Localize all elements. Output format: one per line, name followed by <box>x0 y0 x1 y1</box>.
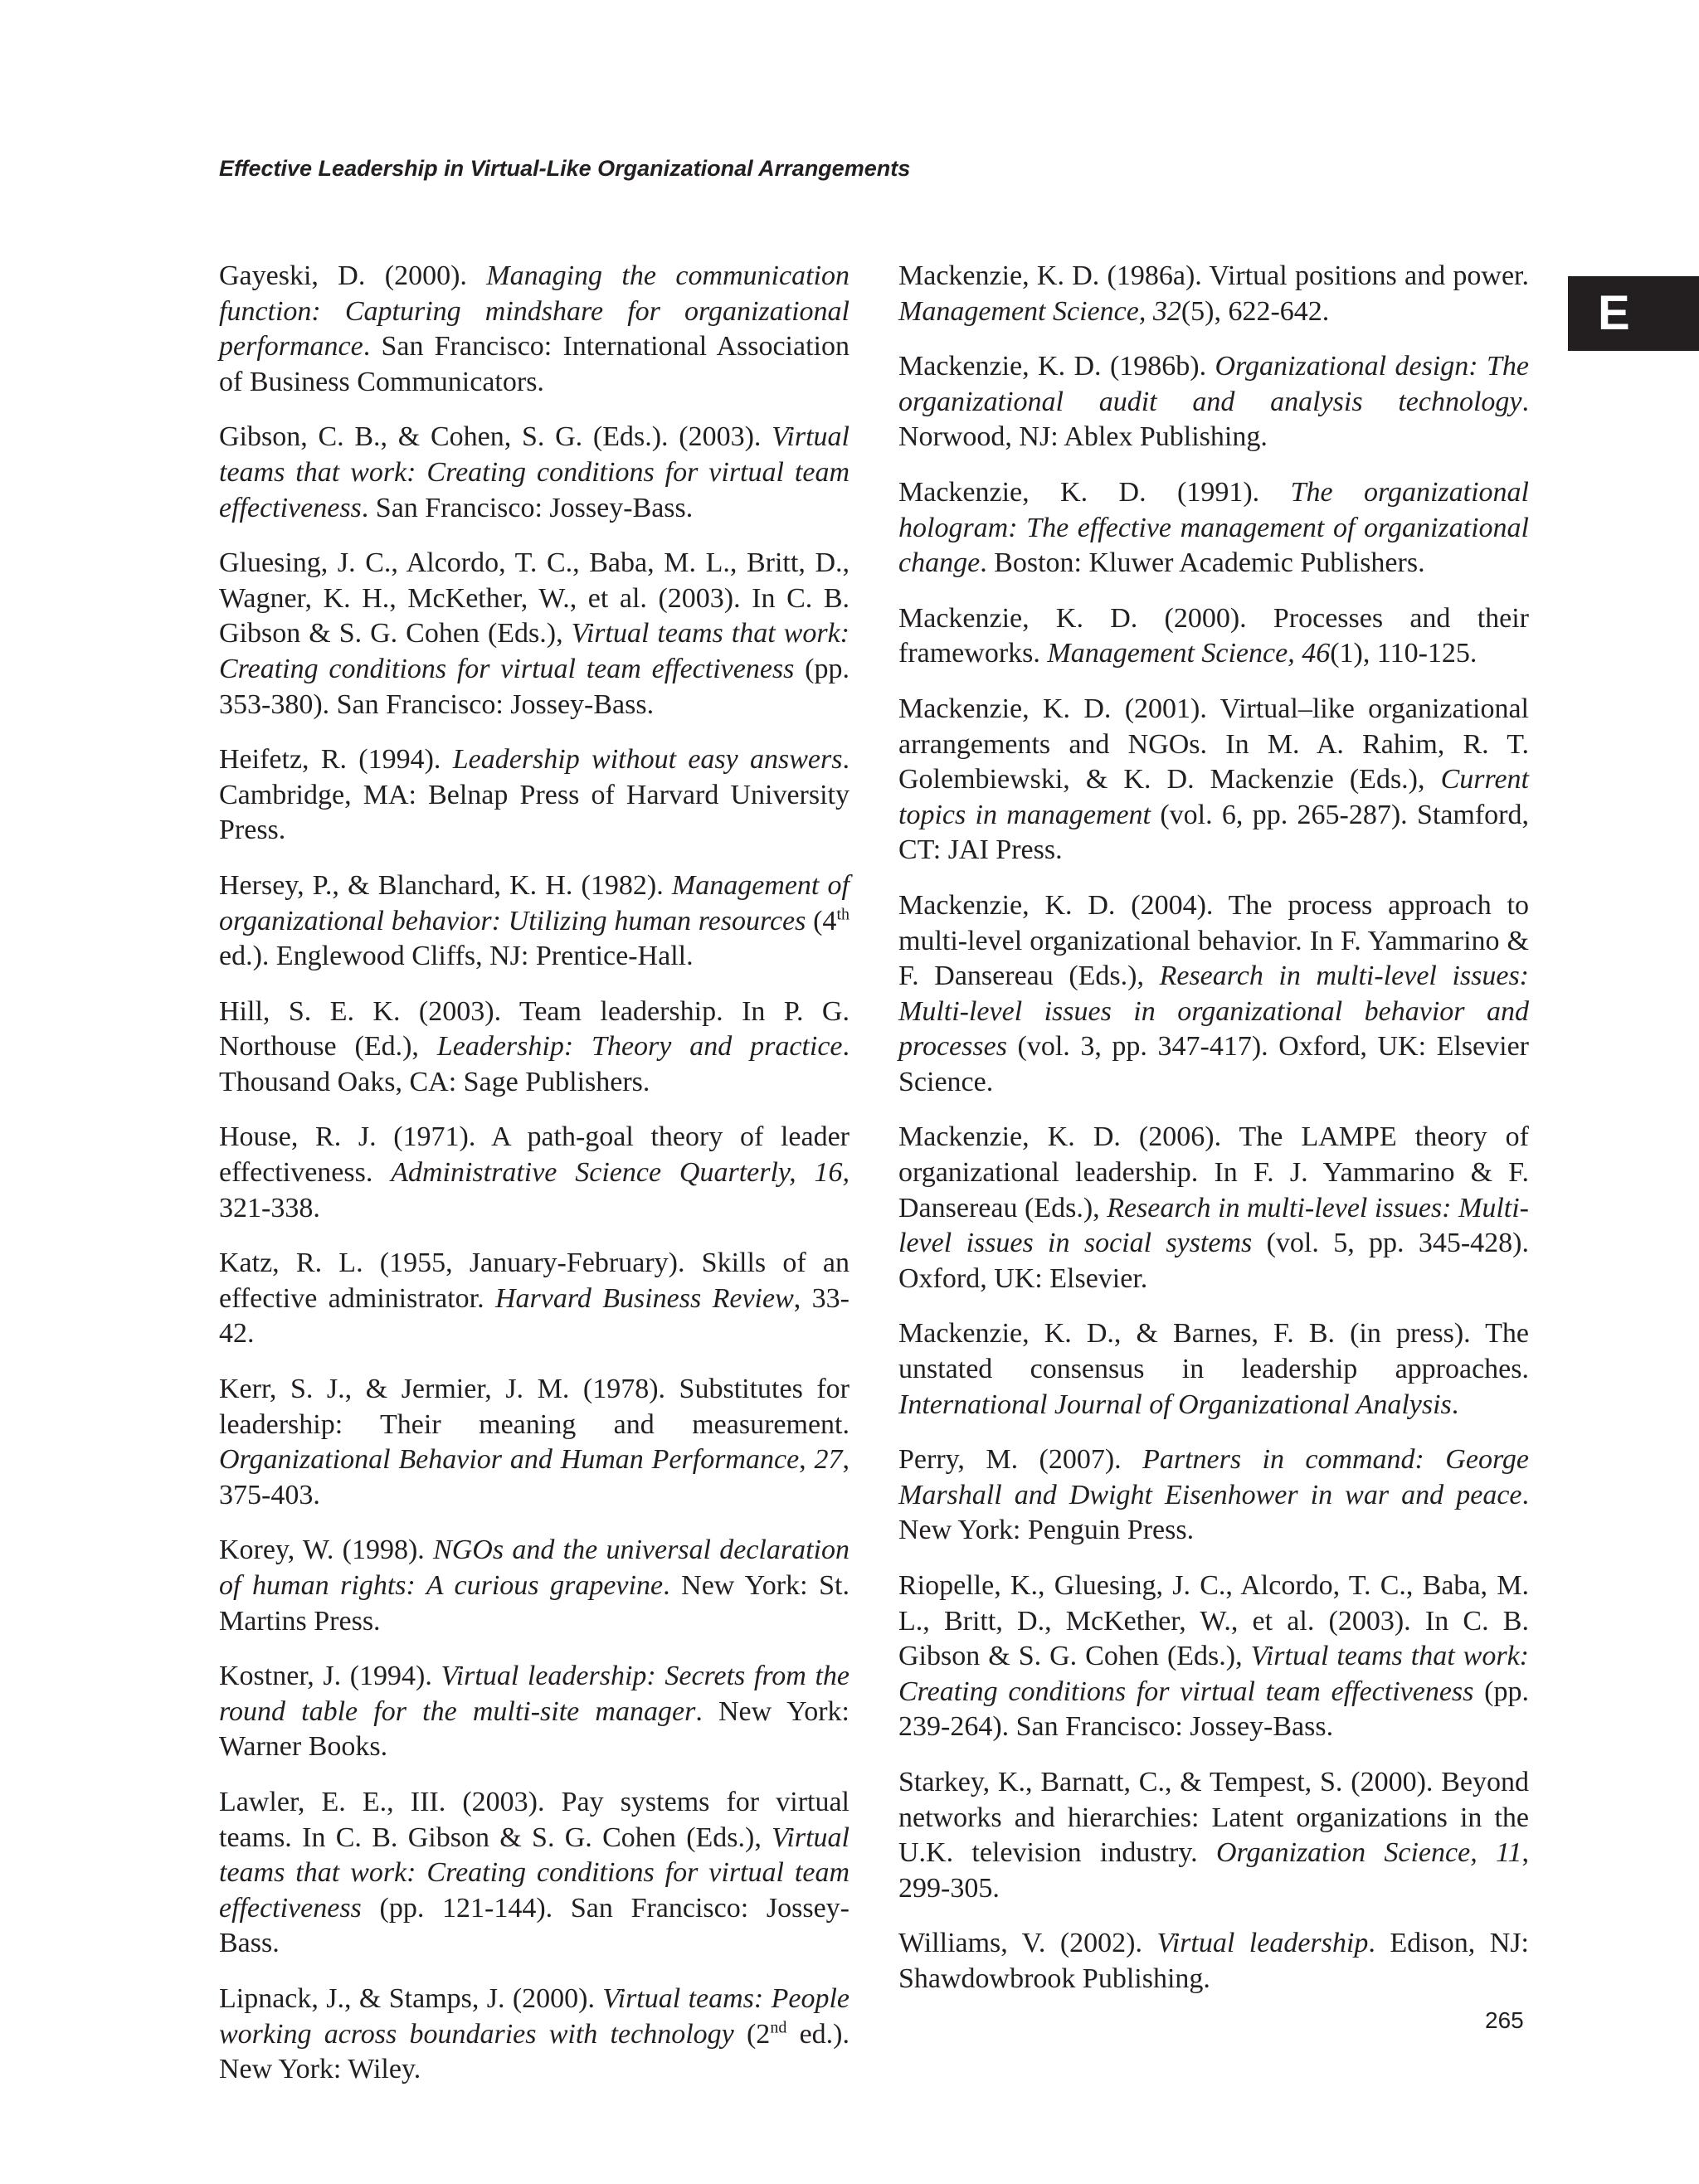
italic-title-text: Administrative Science Quarterly, 16, <box>391 1157 850 1189</box>
italic-title-text: Virtual teams that work: Creating conditions for virtual team effectiveness <box>219 618 850 684</box>
reference-text: . Norwood, NJ: Ablex Publishing. <box>898 386 1529 453</box>
reference-text: (4 <box>806 905 837 936</box>
reference-text: . Boston: Kluwer Academic Publishers. <box>980 547 1425 579</box>
reference-text: . Edison, NJ: Shawdowbrook Publishing. <box>898 1928 1529 1994</box>
reference-text: House, R. J. (1971). A path-goal theory of leader effectiveness. <box>219 1121 850 1189</box>
reference-text: Mackenzie, K. D. (2000). Processes and their frameworks. <box>898 602 1529 669</box>
reference-text: ed.). New York: Wiley. <box>219 2018 850 2085</box>
references-right-column <box>898 259 1529 2017</box>
italic-title-text: Research in multi-level issues: Multi-level issues in organizational behavior and processes <box>898 961 1529 1063</box>
italic-title-text: Management Science, 32 <box>898 295 1181 327</box>
italic-title-text: Organizational Behavior and Human Performance <box>219 1444 800 1476</box>
reference-entry <box>898 1442 1529 1549</box>
italic-title-text: Harvard Business Review <box>494 1282 794 1314</box>
reference-text: . New York: St. Martins Press. <box>219 1570 850 1637</box>
section-tab-letter: E <box>1568 276 1699 351</box>
reference-entry <box>219 1120 850 1226</box>
reference-entry <box>898 475 1529 581</box>
running-head-title: Effective Leadership in Virtual-Like Organizational Arrangements <box>219 156 911 181</box>
reference-text: Heifetz, R. (1994). <box>219 744 453 776</box>
references-left-column <box>219 259 850 2108</box>
reference-text: Lipnack, J., & Stamps, J. (2000). <box>219 1982 603 2014</box>
reference-entry <box>219 1246 850 1352</box>
reference-entry <box>219 546 850 722</box>
reference-entry <box>219 995 850 1101</box>
italic-title-text: Virtual teams that work: Creating conditions for virtual team effectiveness <box>898 1641 1529 1707</box>
reference-text: Gluesing, J. C., Alcordo, T. C., Baba, M. L., Britt, D., Wagner, K. H., McKether, W., et al. (2003). In C. B. Gibson & S. G. Cohen (Eds.), <box>219 547 850 649</box>
reference-entry <box>898 601 1529 672</box>
reference-entry <box>219 1659 850 1765</box>
reference-text: , 299-305. <box>898 1837 1529 1904</box>
italic-title-text: 27 <box>814 1444 843 1476</box>
italic-title-text: Virtual leadership: Secrets from the round table for the multi-site manager <box>219 1661 850 1727</box>
reference-text: Mackenzie, K. D. (2006). The LAMPE theory of organizational leadership. In F. J. Yammarino & F. Dansereau (Eds.), <box>898 1121 1529 1223</box>
italic-title-text: Current topics in management <box>898 764 1529 830</box>
reference-text: Williams, V. (2002). <box>898 1928 1157 1959</box>
reference-entry <box>219 868 850 975</box>
reference-text: Hill, S. E. K. (2003). Team leadership. In P. G. Northouse (Ed.), <box>219 995 850 1063</box>
reference-text: (5), 622-642. <box>1181 295 1330 327</box>
reference-text: . Cambridge, MA: Belnap Press of Harvard University Press. <box>219 744 850 846</box>
reference-text: (pp. 353-380). San Francisco: Jossey-Bass. <box>219 653 850 720</box>
reference-text: Starkey, K., Barnatt, C., & Tempest, S. (2000). Beyond networks and hierarchies: Latent organizations in the U.K. television industry. <box>898 1766 1529 1869</box>
reference-entry <box>219 1533 850 1639</box>
italic-title-text: Management of organizational behavior: Utilizing human resources <box>219 869 850 936</box>
reference-entry <box>219 742 850 849</box>
italic-title-text: Virtual teams that work: Creating conditions for virtual team effectiveness <box>219 421 850 523</box>
reference-text: , <box>799 1444 815 1476</box>
reference-text: 321-338. <box>219 1192 320 1223</box>
reference-entry <box>219 259 850 400</box>
reference-text: . New York: Warner Books. <box>219 1695 850 1763</box>
reference-text: . New York: Penguin Press. <box>898 1479 1529 1546</box>
reference-text: . San Francisco: Jossey-Bass. <box>361 492 694 523</box>
reference-entry <box>898 1765 1529 1906</box>
reference-text: ed.). Englewood Cliffs, NJ: Prentice-Hall. <box>219 941 694 972</box>
italic-title-text: Research in multi-level issues: Multi-level issues in social systems <box>898 1192 1530 1259</box>
reference-text: , 33-42. <box>219 1282 850 1350</box>
superscript-text: nd <box>770 2018 787 2037</box>
italic-title-text: Virtual teams: People working across boundaries with technology <box>219 1982 850 2050</box>
italic-title-text: Virtual teams that work: Creating conditions for virtual team effectiveness <box>219 1822 850 1924</box>
page-number: 265 <box>1485 2007 1524 2033</box>
reference-entry <box>898 1316 1529 1423</box>
reference-text: Perry, M. (2007). <box>898 1444 1143 1476</box>
reference-entry <box>219 1785 850 1962</box>
reference-text: (2 <box>733 2018 771 2050</box>
reference-text: Gayeski, D. (2000). <box>219 260 487 291</box>
italic-title-text: International Journal of Organizational Analysis <box>898 1389 1452 1420</box>
italic-title-text: Managing the communication function: Capturing mindshare for organizational performance <box>219 260 850 362</box>
reference-text: Riopelle, K., Gluesing, J. C., Alcordo, T. C., Baba, M. L., Britt, D., McKether, W., et al. (2003). In C. B. Gibson & S. G. Cohen (Eds.), <box>898 1570 1529 1672</box>
italic-title-text: Organizational design: The organizational audit and analysis technology <box>898 351 1529 417</box>
reference-text: (pp. 239-264). San Francisco: Jossey-Bass. <box>898 1676 1530 1743</box>
reference-text: (vol. 6, pp. 265-287). Stamford, CT: JAI Press. <box>898 799 1529 866</box>
reference-entry <box>898 349 1529 455</box>
reference-text: (vol. 3, pp. 347-417). Oxford, UK: Elsevier Science. <box>898 1031 1529 1097</box>
reference-text: Mackenzie, K. D., & Barnes, F. B. (in press). The unstated consensus in leadership approaches. <box>898 1318 1529 1385</box>
reference-text: Lawler, E. E., III. (2003). Pay systems for virtual teams. In C. B. Gibson & S. G. Cohen (Eds.), <box>219 1786 850 1853</box>
reference-text: (pp. 121-144). San Francisco: Jossey-Bass. <box>219 1892 850 1959</box>
reference-text: Katz, R. L. (1955, January-February). Skills of an effective administrator. <box>219 1248 850 1314</box>
reference-text: Hersey, P., & Blanchard, K. H. (1982). <box>219 869 672 901</box>
reference-entry <box>219 1982 850 2088</box>
reference-text: Korey, W. (1998). <box>219 1535 434 1566</box>
italic-title-text: The organizational hologram: The effective management of organizational change <box>898 476 1529 579</box>
italic-title-text: Leadership without easy answers <box>452 744 843 776</box>
reference-text: Kerr, S. J., & Jermier, J. M. (1978). Substitutes for leadership: Their meaning and measurement. <box>219 1374 850 1440</box>
reference-entry <box>898 888 1529 1101</box>
reference-text: Kostner, J. (1994). <box>219 1661 441 1692</box>
italic-title-text: Partners in command: George Marshall and Dwight Eisenhower in war and peace <box>898 1444 1530 1510</box>
italic-title-text: Leadership: Theory and practice <box>436 1031 843 1063</box>
reference-text: Mackenzie, K. D. (2004). The process approach to multi-level organizational behavior. In F. Yammarino & F. Dansereau (Eds.), <box>898 889 1529 992</box>
superscript-text: th <box>836 905 850 924</box>
reference-entry <box>898 1569 1529 1745</box>
reference-text: Mackenzie, K. D. (1991). <box>898 476 1291 508</box>
reference-text: . <box>1451 1389 1459 1420</box>
reference-text: Mackenzie, K. D. (1986b). <box>898 351 1215 382</box>
italic-title-text: Organization Science, 11 <box>1215 1837 1522 1869</box>
reference-entry <box>898 692 1529 868</box>
reference-text: (vol. 5, pp. 345-428). Oxford, UK: Elsevier. <box>898 1228 1529 1294</box>
reference-text: Mackenzie, K. D. (1986a). Virtual positions and power. <box>898 260 1529 291</box>
italic-title-text: NGOs and the universal declaration of human rights: A curious grapevine <box>219 1535 850 1601</box>
reference-text: . Thousand Oaks, CA: Sage Publishers. <box>219 1031 850 1097</box>
reference-entry <box>898 1926 1529 1997</box>
reference-entry <box>219 420 850 526</box>
reference-entry <box>219 1372 850 1513</box>
reference-text: Gibson, C. B., & Cohen, S. G. (Eds.). (2003). <box>219 421 772 453</box>
reference-text: . San Francisco: International Association of Business Communicators. <box>219 331 850 397</box>
reference-entry <box>898 1120 1529 1296</box>
italic-title-text: Management Science, 46 <box>1047 638 1331 669</box>
reference-text: Mackenzie, K. D. (2001). Virtual–like organizational arrangements and NGOs. In M. A. Rahim, R. T. Golembiewski, & K. D. Mackenzie (Eds.), <box>898 693 1529 795</box>
reference-entry <box>898 259 1529 329</box>
reference-text: , 375-403. <box>219 1444 850 1510</box>
italic-title-text: Virtual leadership <box>1156 1928 1369 1959</box>
reference-text: (1), 110-125. <box>1330 638 1477 669</box>
